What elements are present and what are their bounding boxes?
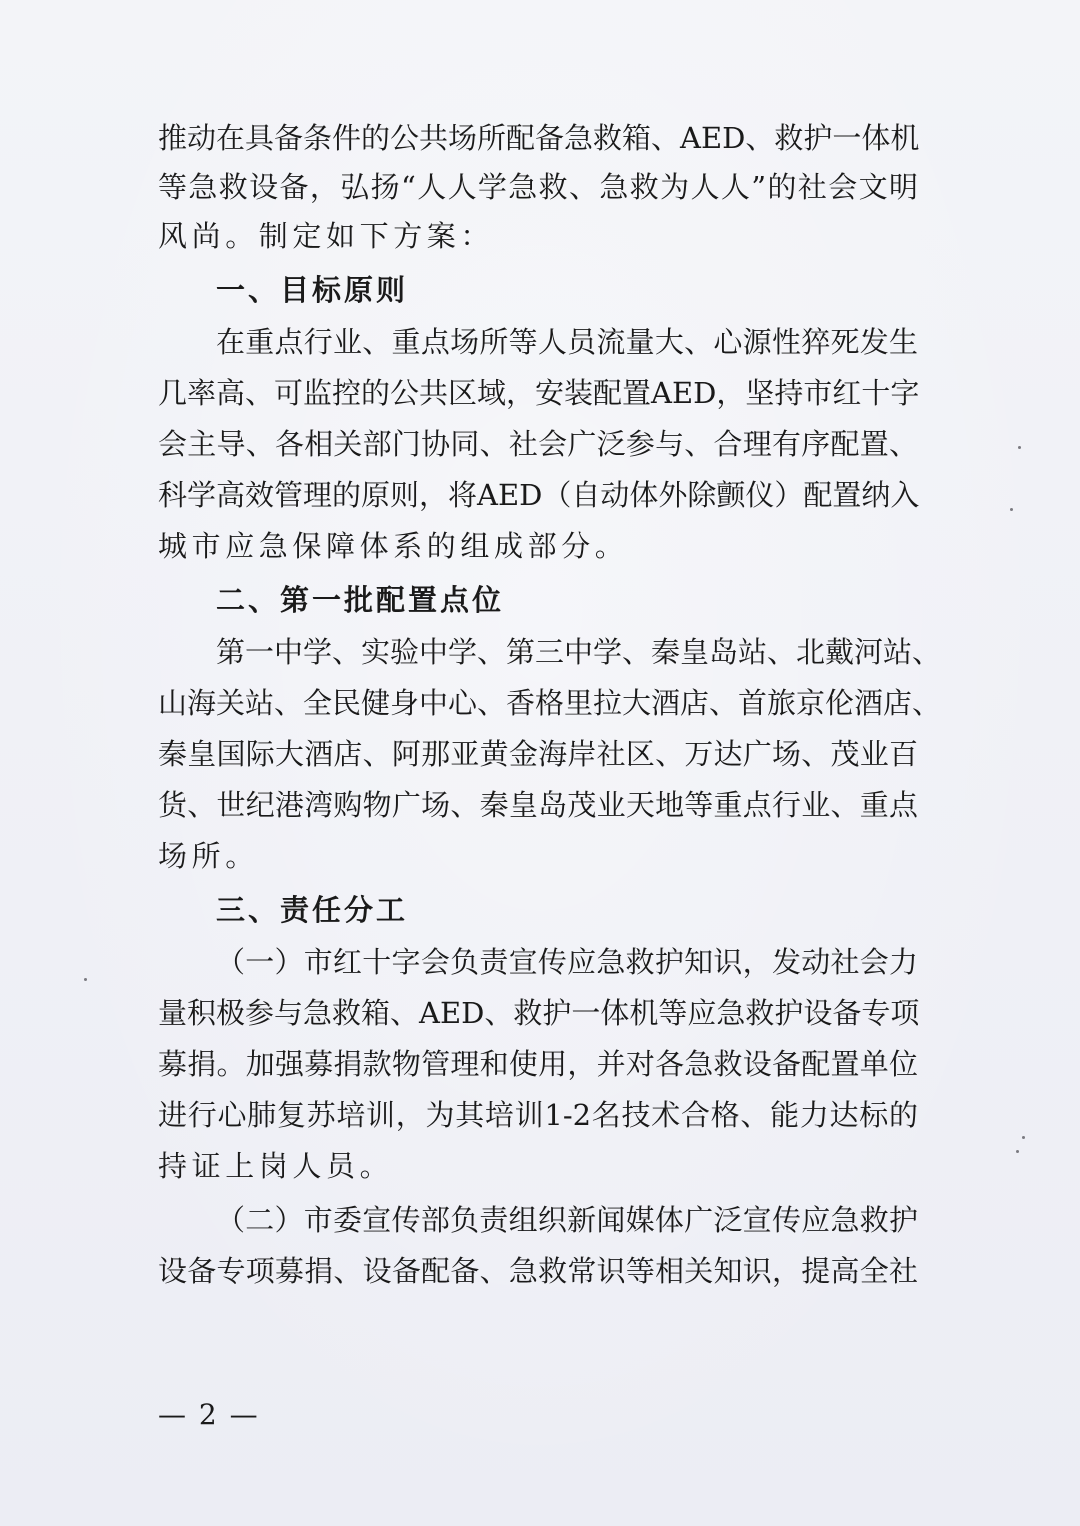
body-text-line: 秦皇国际大酒店、阿那亚黄金海岸社区、万达广场、茂业百 [158,737,918,771]
body-text-line: 场所。 [158,839,259,873]
body-text-line: 等急救设备，弘扬“人人学急救、急救为人人”的社会文明 [158,170,918,204]
body-text-line: 货、世纪港湾购物广场、秦皇岛茂业天地等重点行业、重点 [158,788,918,822]
body-text-line: 风尚。制定如下方案： [158,219,495,253]
section-heading-goal: 一、目标原则 [216,273,409,307]
body-text-line: （一）市红十字会负责宣传应急救护知识，发动社会力 [216,945,918,979]
body-text-line: 山海关站、全民健身中心、香格里拉大酒店、首旅京伦酒店、 [158,686,942,720]
body-text-line: 在重点行业、重点场所等人员流量大、心源性猝死发生 [216,325,918,359]
body-text-line: 城市应急保障体系的组成部分。 [158,529,629,563]
body-text-line: 第一中学、实验中学、第三中学、秦皇岛站、北戴河站、 [216,635,942,669]
body-text-line: 几率高、可监控的公共区域，安装配置AED，坚持市红十字 [158,376,920,410]
body-text-line: 募捐。加强募捐款物管理和使用，并对各急救设备配置单位 [158,1047,918,1081]
scan-speck [1016,1150,1019,1153]
body-text-line: 设备专项募捐、设备配备、急救常识等相关知识，提高全社 [158,1254,918,1288]
body-text-line: 推动在具备条件的公共场所配备急救箱、AED、救护一体机 [158,121,920,155]
body-text-line: 科学高效管理的原则，将AED（自动体外除颤仪）配置纳入 [158,478,920,512]
page-number: — 2 — [158,1398,260,1431]
scan-speck [1022,1136,1025,1139]
scan-speck [84,978,87,981]
body-text-line: 进行心肺复苏培训，为其培训1-2名技术合格、能力达标的 [158,1098,918,1132]
scan-speck [1010,508,1013,511]
body-text-line: （二）市委宣传部负责组织新闻媒体广泛宣传应急救护 [216,1203,918,1237]
section-heading-responsibilities: 三、责任分工 [216,893,409,927]
section-heading-locations: 二、第一批配置点位 [216,583,505,617]
scan-speck [1018,446,1021,449]
body-text-line: 量积极参与急救箱、AED、救护一体机等应急救护设备专项 [158,996,920,1030]
body-text-line: 持证上岗人员。 [158,1149,394,1183]
body-text-line: 会主导、各相关部门协同、社会广泛参与、合理有序配置、 [158,427,918,461]
